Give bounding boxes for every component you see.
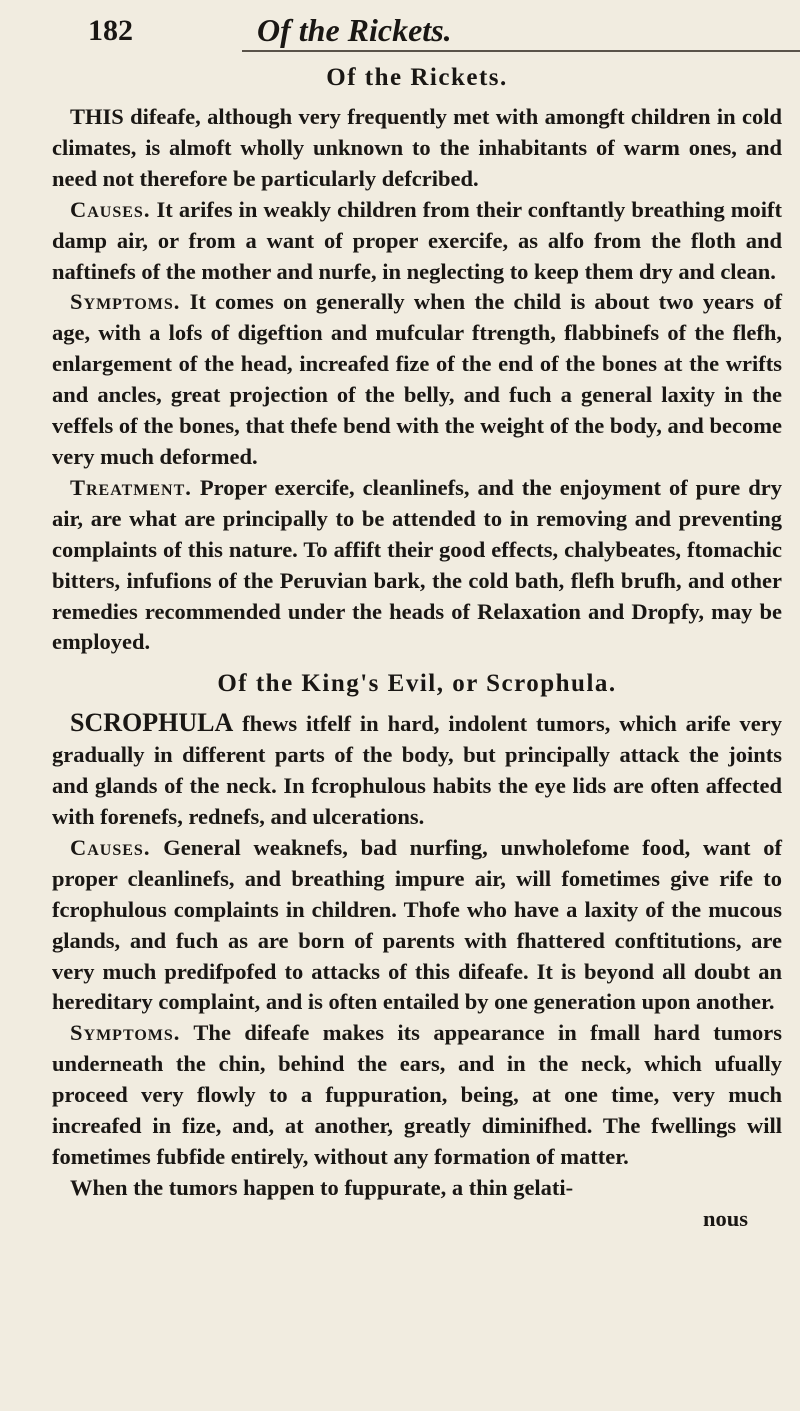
paragraph-rickets-intro [52, 102, 782, 195]
running-title: Of the Rickets. [257, 12, 452, 48]
scrophula-causes-text: General weaknefs, bad nurfing, unwholefome food, want of proper cleanlinefs, and breathing impure air, will fometimes give rife to fcrophulous complaints in children. Thofe who have a laxity of the mucous glands, and fuch as are born of parents with fhattered conftitutions, are very much predifpofed to attacks of this difeafe. It is beyond all doubt an hereditary complaint, and is often entailed by one generation upon another. [52, 834, 783, 1015]
paragraph-rickets-treatment [52, 473, 782, 658]
causes-text: It arifes in weakly children from their conftantly breathing moift damp air, or from a want of proper exercife, as alfo from the floth and naftinefs of the mother and nurfe, in neglecting to keep them dry and clean. [52, 196, 783, 284]
page-number: 182 [88, 14, 133, 47]
scrophula-causes-label: Causes. [70, 834, 151, 860]
header-rule [242, 50, 800, 52]
scrophula-intro-text: fhews itfelf in hard, indolent tumors, which arife very gradually in different parts of the body, but principally attack the joints and glands of the neck. In fcrophulous habits the eye lids are often affected with forenefs, rednefs, and ulcerations. [52, 711, 783, 830]
page-header [52, 6, 782, 52]
suppuration-text: When the tumors happen to fuppurate, a thin gelati- [70, 1174, 574, 1200]
scrophula-lead-word: SCROPHULA [70, 708, 234, 738]
paragraph-rickets-causes [52, 195, 782, 288]
paragraph-scrophula-intro [52, 708, 782, 833]
paragraph-scrophula-suppuration [52, 1173, 782, 1204]
symptoms-label: Symptoms. [70, 289, 181, 315]
paragraph-scrophula-symptoms [52, 1018, 782, 1173]
section-heading-rickets: Of the Rickets. [326, 64, 508, 91]
scrophula-symptoms-label: Symptoms. [70, 1020, 181, 1046]
scrophula-symptoms-text: The difeafe makes its appearance in fmall hard tumors underneath the chin, behind the ears, and in the neck, which ufually proceed very flowly to a fuppuration, being, at one time, very much increafed in fize, and, at another, greatly diminifhed. The fwellings will fometimes fubfide entirely, without any formation of matter. [52, 1020, 782, 1169]
intro-text: difeafe, although very frequently met with amongft children in cold climates, is almoft wholly unknown to the inhabitants of warm ones, and need not therefore be particularly defcribed. [52, 104, 782, 191]
paragraph-scrophula-causes [52, 833, 782, 1018]
catchword: nous [702, 1205, 748, 1231]
symptoms-text: It comes on generally when the child is about two years of age, with a lofs of digeftion and mufcular ftrength, flabbinefs of the flefh, enlargement of the head, increafed fize of the end of the bones at the wrifts and ancles, great projection of the belly, and fuch a general laxity in the veffels of the bones, that thefe bend with the weight of the body, and become very much deformed. [52, 289, 782, 469]
treatment-label: Treatment. [70, 474, 192, 500]
treatment-text: Proper exercife, cleanlinefs, and the enjoyment of pure dry air, are what are principally to be attended to in removing and preventing complaints of this nature. To affift their good effects, chalybeates, ftomachic bitters, infufions of the Peruvian bark, the cold bath, flefh brufh, and other remedies recommended under the heads of Relaxation and Dropfy, may be employed. [52, 474, 782, 655]
intro-lead-word: THIS [70, 104, 124, 129]
paragraph-rickets-symptoms [52, 287, 782, 472]
section-heading-scrophula: Of the King's Evil, or Scrophula. [217, 670, 617, 698]
causes-label: Causes. [70, 196, 151, 222]
